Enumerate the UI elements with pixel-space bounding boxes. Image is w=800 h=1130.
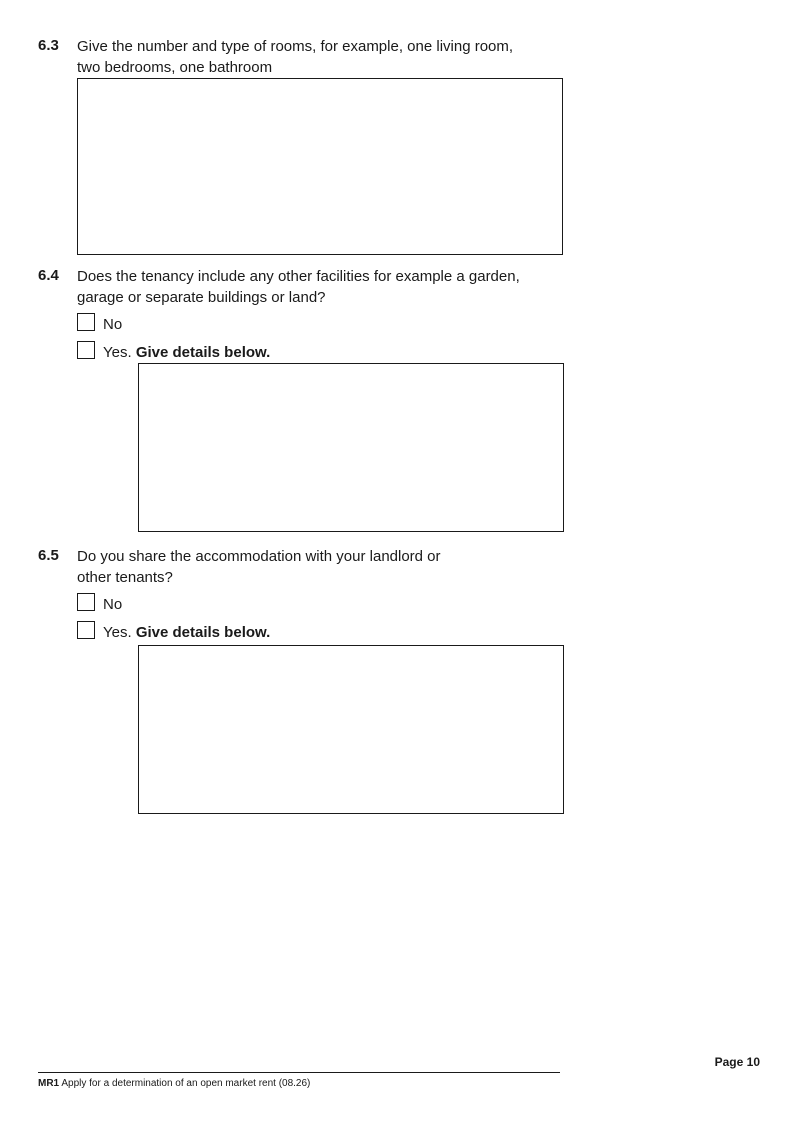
yes-text: Yes. <box>103 344 132 361</box>
form-code: MR1 <box>38 1078 60 1089</box>
form-title: Apply for a determination of an open market rent (08.26) <box>61 1078 311 1089</box>
question-text-line: two bedrooms, one bathroom <box>77 59 273 76</box>
question-text <box>77 36 513 78</box>
share-no-label: No <box>103 596 123 613</box>
facilities-no-checkbox[interactable] <box>77 313 95 331</box>
question-text-line: Do you share the accommodation with your landlord or <box>77 548 441 565</box>
facilities-yes-label <box>103 344 270 362</box>
facilities-no-label: No <box>103 316 123 333</box>
question-text-line: other tenants? <box>77 569 173 586</box>
question-text-line: Does the tenancy include any other facilities for example a garden, <box>77 268 520 285</box>
facilities-yes-checkbox[interactable] <box>77 341 95 359</box>
question-text <box>77 546 441 588</box>
question-text <box>77 266 520 308</box>
question-text-line: Give the number and type of rooms, for example, one living room, <box>77 38 514 55</box>
question-number: 6.3 <box>38 37 59 54</box>
facilities-details-box[interactable] <box>138 363 564 532</box>
footer-form-title <box>38 1078 310 1089</box>
give-details-instruction: Give details below. <box>135 344 271 361</box>
question-number: 6.5 <box>38 547 59 564</box>
share-details-box[interactable] <box>138 645 564 814</box>
question-number: 6.4 <box>38 267 59 284</box>
page-number: Page 10 <box>714 1055 760 1069</box>
footer-divider <box>38 1072 560 1073</box>
give-details-instruction: Give details below. <box>135 624 271 641</box>
rooms-answer-box[interactable] <box>77 78 563 255</box>
share-no-checkbox[interactable] <box>77 593 95 611</box>
share-yes-checkbox[interactable] <box>77 621 95 639</box>
question-text-line: garage or separate buildings or land? <box>77 289 326 306</box>
yes-text: Yes. <box>103 624 132 641</box>
share-yes-label <box>103 624 270 642</box>
